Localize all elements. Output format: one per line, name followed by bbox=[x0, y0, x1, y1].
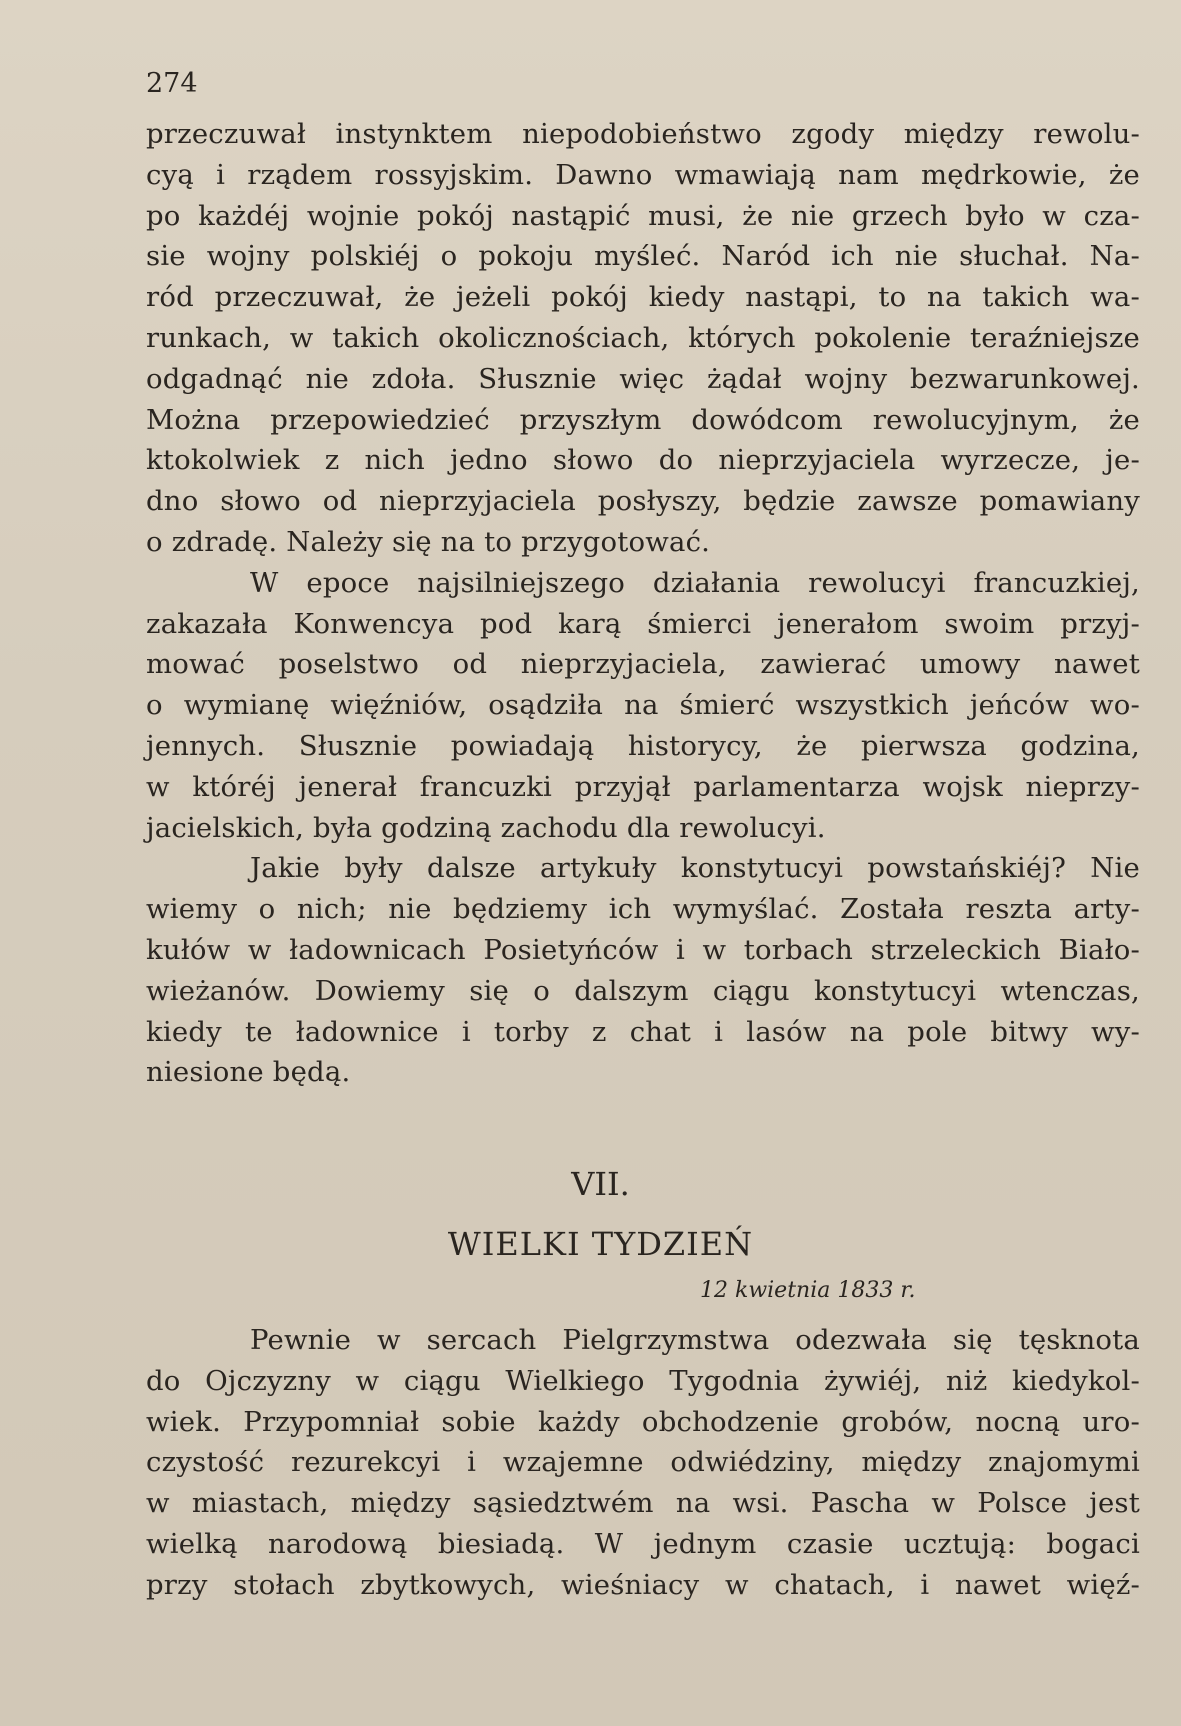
text-block-bottom bbox=[146, 1320, 1140, 1606]
text-line: w któréj jenerał francuzki przyjął parlamentarza wojsk nieprzy- bbox=[146, 770, 1140, 803]
text-line: mować poselstwo od nieprzyjaciela, zawierać umowy nawet bbox=[146, 648, 1140, 681]
text-line: Można przepowiedzieć przyszłym dowódcom rewolucyjnym, że bbox=[146, 403, 1140, 436]
text-line: Jakie były dalsze artykuły konstytucyi powstańskiéj? Nie bbox=[250, 852, 1140, 885]
text-block-top bbox=[146, 114, 1140, 1093]
text-line: o zdradę. Należy się na to przygotować. bbox=[146, 525, 711, 558]
text-line: kiedy te ładownice i torby z chat i lasów na pole bitwy wy- bbox=[146, 1015, 1140, 1048]
text-line: sie wojny polskiéj o pokoju myśleć. Naród ich nie słuchał. Na- bbox=[146, 240, 1140, 273]
text-line: po każdéj wojnie pokój nastąpić musi, że nie grzech było w cza- bbox=[146, 199, 1140, 232]
text-line: odgadnąć nie zdoła. Słusznie więc żądał wojny bezwarunkowej. bbox=[146, 362, 1140, 395]
text-line: do Ojczyzny w ciągu Wielkiego Tygodnia żywiéj, niż kiedykol- bbox=[146, 1364, 1140, 1397]
page-number: 274 bbox=[146, 68, 198, 99]
chapter-date: 12 kwietnia 1833 r. bbox=[700, 1278, 916, 1303]
text-line: zakazała Konwencya pod karą śmierci jenerałom swoim przyj- bbox=[146, 607, 1140, 640]
text-line: ród przeczuwał, że jeżeli pokój kiedy nastąpi, to na takich wa- bbox=[146, 281, 1140, 314]
text-line: jacielskich, była godziną zachodu dla rewolucyi. bbox=[146, 811, 826, 844]
text-line: przeczuwał instynktem niepodobieństwo zgody między rewolu- bbox=[146, 118, 1140, 150]
text-line: czystość rezurekcyi i wzajemne odwiédziny, między znajomymi bbox=[146, 1446, 1140, 1479]
text-line: cyą i rządem rossyjskim. Dawno wmawiają nam mędrkowie, że bbox=[146, 158, 1140, 191]
chapter-title: WIELKI TYDZIEŃ bbox=[447, 1225, 754, 1263]
text-line: wiemy o nich; nie będziemy ich wymyślać. Została reszta arty- bbox=[146, 893, 1140, 926]
text-line: wielką narodową biesiadą. W jednym czasie ucztują: bogaci bbox=[146, 1527, 1140, 1560]
text-line: jennych. Słusznie powiadają historycy, że pierwsza godzina, bbox=[146, 729, 1140, 762]
text-line: runkach, w takich okolicznościach, których pokolenie teraźniejsze bbox=[146, 321, 1140, 354]
chapter-number: VII. bbox=[571, 1165, 630, 1203]
text-line: wiek. Przypomniał sobie każdy obchodzenie grobów, nocną uro- bbox=[146, 1405, 1140, 1438]
text-line: Pewnie w sercach Pielgrzymstwa odezwała się tęsknota bbox=[250, 1324, 1140, 1356]
text-line: niesione będą. bbox=[146, 1056, 351, 1089]
text-line: wieżanów. Dowiemy się o dalszym ciągu konstytucyi wtenczas, bbox=[146, 974, 1140, 1007]
text-line: o wymianę więźniów, osądziła na śmierć wszystkich jeńców wo- bbox=[146, 689, 1140, 722]
text-line: przy stołach zbytkowych, wieśniacy w chatach, i nawet więź- bbox=[146, 1568, 1140, 1601]
text-line: w miastach, między sąsiedztwém na wsi. Pascha w Polsce jest bbox=[146, 1487, 1140, 1520]
text-line: W epoce najsilniejszego działania rewolucyi francuzkiej, bbox=[250, 566, 1140, 599]
text-line: kułów w ładownicach Posietyńców i w torbach strzeleckich Biało- bbox=[146, 933, 1140, 966]
text-line: dno słowo od nieprzyjaciela posłyszy, będzie zawsze pomawiany bbox=[146, 485, 1140, 518]
text-line: ktokolwiek z nich jedno słowo do nieprzyjaciela wyrzecze, je- bbox=[146, 444, 1140, 477]
